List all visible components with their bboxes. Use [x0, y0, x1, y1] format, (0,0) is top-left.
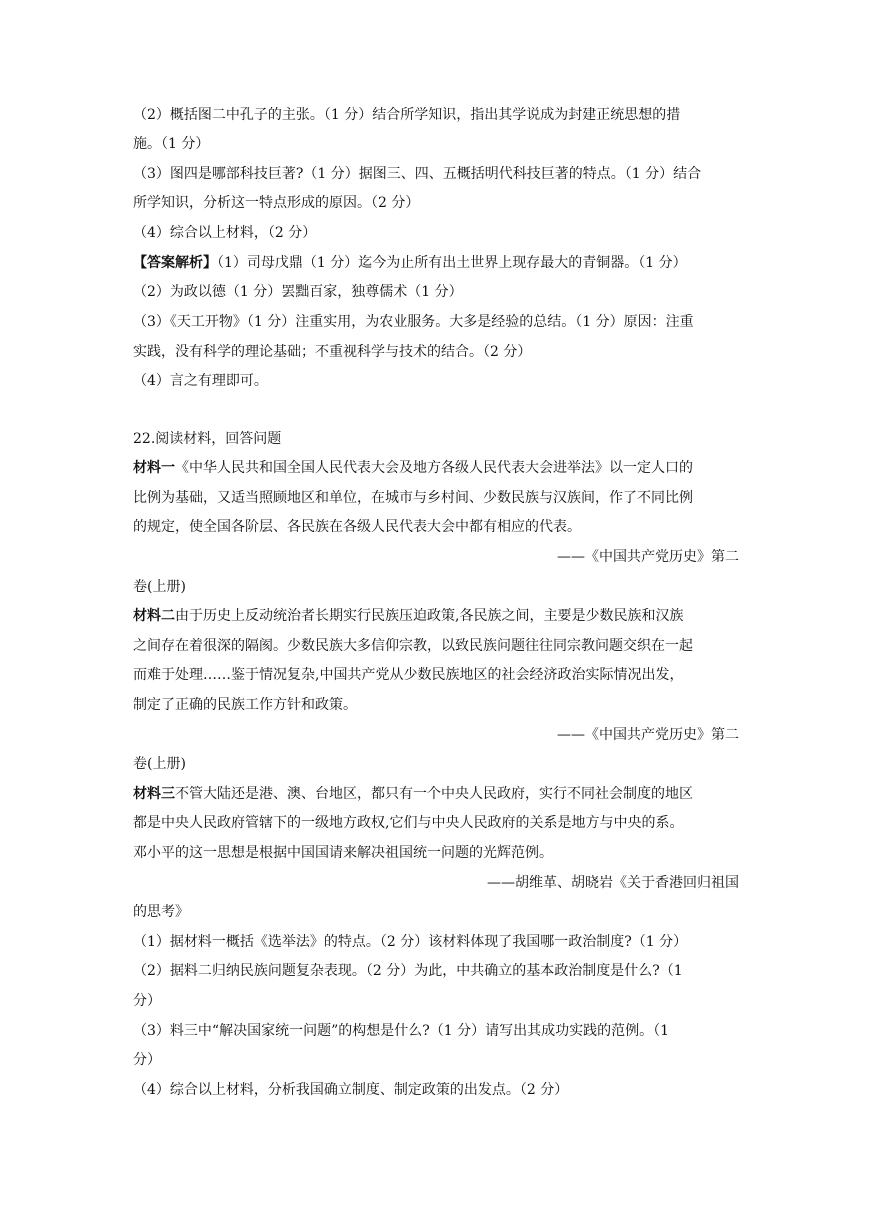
- material3-line: [133, 783, 739, 805]
- source-line: 卷(上册): [133, 756, 186, 772]
- source-line: ——胡维革、胡晓岩《关于香港回归祖国: [487, 875, 739, 891]
- material1-line: [133, 457, 739, 479]
- text-line: （3）图四是哪部科技巨著?（1 分）据图三、四、五概括明代科技巨著的特点。（1 分）结合: [133, 166, 702, 182]
- text-line: 邓小平的这一思想是根据中国国请来解决祖国统一问题的光辉范例。: [133, 845, 553, 861]
- text-line: （2）为政以德（1 分）罢黜百家，独尊儒术（1 分）: [133, 284, 463, 300]
- source-line: 的思考》: [133, 904, 189, 920]
- text-line: 比例为基础，又适当照顾地区和单位，在城市与乡村间、少数民族与汉族间，作了不同比例: [133, 490, 693, 506]
- text-line: 制定了正确的民族工作方针和政策。: [133, 697, 357, 713]
- question-line: （3）料三中“解决国家统一问题”的构想是什么?（1 分）请写出其成功实践的范例。（1: [133, 1023, 669, 1039]
- text-line: （2）概括图二中孔子的主张。（1 分）结合所学知识，指出其学说成为封建正统思想的措: [133, 107, 681, 123]
- text-line: 所学知识，分析这一特点形成的原因。（2 分）: [133, 195, 420, 211]
- question-line: 分）: [133, 993, 161, 1009]
- text-line: （4）综合以上材料，（2 分）: [133, 225, 317, 241]
- source-line: ——《中国共产党历史》第二: [557, 727, 739, 743]
- question-title: 22.阅读材料，回答问题: [133, 431, 282, 447]
- text-line: 之间存在着很深的隔阂。少数民族大多信仰宗教，以致民族问题往往同宗教问题交织在一起: [133, 638, 693, 654]
- text-line: 施。（1 分）: [133, 136, 210, 152]
- text-line: 而难于处理……鉴于情况复杂,中国共产党从少数民族地区的社会经济政治实际情况出发，: [133, 667, 684, 683]
- material2-line: [133, 605, 739, 627]
- source-line: 卷(上册): [133, 579, 186, 595]
- material3-text: 不管大陆还是港、澳、台地区，都只有一个中央人民政府，实行不同社会制度的地区: [175, 786, 693, 802]
- question-line: （2）据料二归纳民族问题复杂表现。（2 分）为此，中共确立的基本政治制度是什么?（1: [133, 963, 683, 979]
- question-line: （4）综合以上材料，分析我国确立制度、制定政策的出发点。（2 分）: [133, 1082, 569, 1098]
- material3-label: 材料三: [133, 786, 175, 802]
- material1-label: 材料一: [133, 460, 175, 476]
- material1-text: 《中华人民共和国全国人民代表大会及地方各级人民代表大会进举法》以一定人口的: [175, 460, 693, 476]
- answer-line: [133, 252, 739, 274]
- answer-label: 【答案解析】: [133, 255, 217, 271]
- question-line: （1）据材料一概括《选举法》的特点。（2 分）该材料体现了我国哪一政治制度?（1 分）: [133, 934, 688, 950]
- text-line: 实践，没有科学的理论基础；不重视科学与技术的结合。（2 分）: [133, 344, 532, 360]
- text-line: 的规定，使全国各阶层、各民族在各级人民代表大会中都有相应的代表。: [133, 519, 581, 535]
- material2-text: 由于历史上反动统治者长期实行民族压迫政策,各民族之间，主要是少数民族和汉族: [175, 608, 684, 624]
- source-line: ——《中国共产党历史》第二: [557, 549, 739, 565]
- answer-text: （1）司母戊鼎（1 分）迄今为止所有出土世界上现存最大的青铜器。（1 分）: [217, 255, 687, 271]
- text-line: 都是中央人民政府管辖下的一级地方政权,它们与中央人民政府的关系是地方与中央的系。: [133, 815, 684, 831]
- text-line: （3）《天工开物》（1 分）注重实用，为农业服务。大多是经验的总结。（1 分）原因：注重: [133, 314, 694, 330]
- material2-label: 材料二: [133, 608, 175, 624]
- question-line: 分）: [133, 1052, 161, 1068]
- text-line: （4）言之有理即可。: [133, 373, 268, 389]
